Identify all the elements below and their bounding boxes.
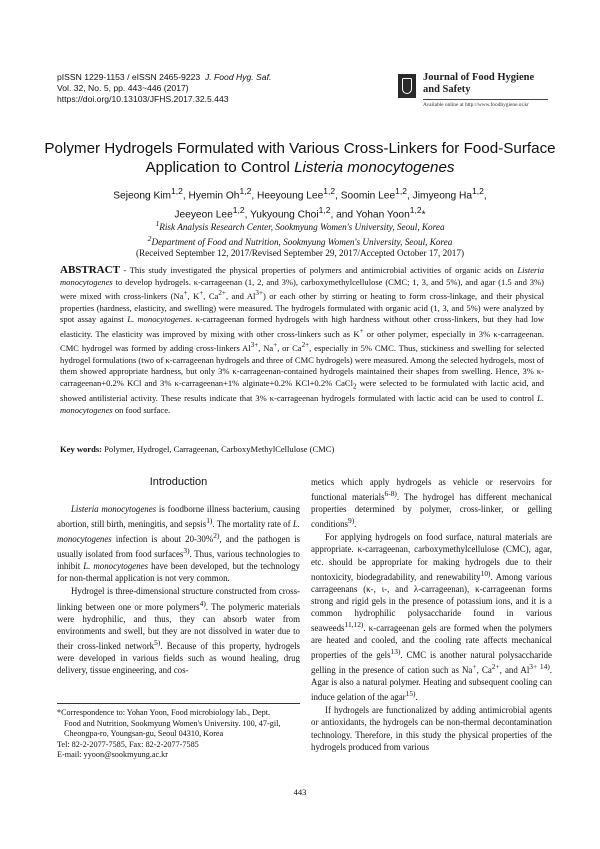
title-line-1: Polymer Hydrogels Formulated with Various Cross-Linkers for Food-Surface [44,140,556,157]
keywords [60,444,544,454]
affiliation-2: $^2$Department of Food and Nutrition, Sookmyung Women's University, Seoul, Korea [147,234,453,248]
volume-info: Vol. 32, No. 5, pp. 443~446 (2017) [57,83,189,93]
title-line-2: Application to Control Listeria monocytogenes [145,159,455,176]
author-list [80,184,520,223]
correspondence-footnote: *Correspondence to: Yohan Yoon, Food microbiology lab., Dept. Food and Nutrition, Sookmyung Women's University. 100, 47-gil, Cheongpa-ro, Youngsan-gu, Seoul 04310, Korea Tel: 82-2-2077-7585, Fax: 82-2-2077-7585 E-mail: yyoon@sookmyung.ac.kr [57,708,300,761]
page-number: 443 [293,787,307,797]
intro-paragraph-2: Hydrogel is three-dimensional structure constructed from cross-linking between one or more polymers$^{4)}$. The polymeric materials were hydrophilic, and thus, they can absorb water from environments and swell, but they are not dissolved in water due to their cross-linked network$^{5)}$. Because of this property, hydrogels were developed in various fields such as wound healing, drug delivery, tissue engineering, and cos- [57,586,300,675]
right-paragraph-3: If hydrogels are functionalized by adding antimicrobial agents or antioxidants, the hydrogels can be non-thermal decontamination technology. Therefore, in this study the physical properties of the hydrogels produced from various [311,705,552,752]
logo-icon [398,74,416,98]
affiliations [60,218,540,259]
intro-paragraph-1: Listeria monocytogenes is foodborne illness bacterium, causing abortion, still birth, meningitis, and sepsis$^{1)}$. The mortality rate of L. monocytogenes infection is about 20-30%$^{2)}$, and the pathogen is usually isolated from food surfaces$^{3)}$. Thus, various technologies to inhibit L. monocytogenes have been developed, but the technology for non-thermal application is not very common. [57,504,300,584]
keywords-label: Key words: [60,444,103,454]
keywords-text: Polymer, Hydrogel, Carrageenan, CarboxyMethylCellulose (CMC) [102,444,335,454]
journal-abbrev: J. Food Hyg. Saf. [204,72,272,82]
journal-header [57,72,271,105]
logo-divider [423,99,548,100]
authors-line-2: Jeeyeon Lee$^{1,2}$, Yukyoung Choi$^{1,2}$, and Yohan Yoon$^{1,2}$* [174,205,426,221]
left-column [57,503,300,676]
logo-title: Journal of Food Hygiene and Safety [423,72,535,95]
correspondence-email[interactable]: E-mail: yyoon@sookmyung.ac.kr [57,750,169,760]
footnote-divider [57,703,300,704]
logo-url[interactable]: Available online at http://www.foodhygiene.or.kr [423,102,529,108]
authors-line-1: Sejeong Kim$^{1,2}$, Hyemin Oh$^{1,2}$, Heeyoung Lee$^{1,2}$, Soomin Lee$^{1,2}$, Jimyeong Ha$^{1,2}$, [113,186,487,202]
abstract: ABSTRACT - This study investigated the physical properties of polymers and antimicrobial activities of organic acids on Listeria monocytogenes to develop hydrogels. κ-carrageenan (1, 2, and 3%), carboxymethylcellulose (CMC; 1, 3, and 5%), and agar (1.5 and 3%) were mixed with cross-linkers (Na+, K+, $Ca^{2+}$, and $Al^{3+}$) or each other by stirring or heating to form cross-linkage, and their physical properties (hardness, elasticity, and swelling) were measured. The hydrogels formulated with organic acid (1, 3, and 5%) were analyzed by spot assay against L. monocytogenes. κ-carrageenan formed hydrogels with high hardness without other cross-linkers, but they had low elasticity. The elasticity was improved by mixing with other cross-linkers such as K+ or other polymer, especially in 3% κ-carrageenan. CMC hydrogel was formed by adding cross-linkers $Al^{3+}$, Na+, or $Ca^{2+}$, especially in 5% CMC. Thus, stickiness and swelling for selected hydrogel formulations (two of κ-carrageenan hydrogels and three of CMC hydrogels) were measured. Among the selected hydrogels, most of them showed appropriate hardness, but only 3% κ-carrageenan-contained hydrogels maintained their shapes from swelling. Hence, 3% κ-carrageenan+0.2% KCl and 3% κ-carrageenan+1% alginate+0.2% KCl+0.2% CaCl$_2$ were selected to be formulated with lactic acid, and showed antilisterial activity. These results indicate that 3% κ-carrageenan hydrogels formulated with lactic acid can be used to control L. monocytogenes on food surface. [60,264,544,415]
affiliation-1: $^1$Risk Analysis Research Center, Sookmyung Women's University, Seoul, Korea [155,219,445,233]
right-paragraph-1: metics which apply hydrogels as vehicle or reservoirs for functional materials$^{6-8)}$. The hydrogel has different mechanical properties determined by polymer, cross-linker, or gelling conditions$^{9)}$. [311,477,552,530]
issn: pISSN 1229-1153 / eISSN 2465-9223 [57,72,201,82]
right-paragraph-2: For applying hydrogels on food surface, natural materials are appropriate. κ-carrageenan, carboxymethylcellulose (CMC), agar, etc. should be appropriate for making hydrogels due to their nontoxicity, biodegradability, and renewability$^{10)}$. Among various carrageenans (κ-, ι-, and λ-carrageenan), κ-carrageenan forms strong and rigid gels in the presence of potassium ions, and it is a common hydrophilic polysaccharide found in various seaweeds$^{11,12)}$. κ-carrageenan gels are formed when the polymers are heated and cooled, and the cooling rate affects mechanical properties of the gels$^{13)}$. CMC is another natural polysaccharide gelling in the presence of cation such as Na+, $Ca^{2+}$, and $Al^{3+ 14)}$. Agar is also a natural polymer. Heating and subsequent cooling can induce gelation of the agar$^{15)}$. [311,532,553,703]
right-column [311,476,552,753]
doi-link[interactable]: https://doi.org/10.13103/JFHS.2017.32.5.443 [57,94,229,104]
abstract-heading: ABSTRACT [60,264,120,276]
paper-title [40,139,560,177]
received-dates: (Received September 12, 2017/Revised September 29, 2017/Accepted October 17, 2017) [135,248,465,259]
section-heading-introduction: Introduction [149,476,208,488]
